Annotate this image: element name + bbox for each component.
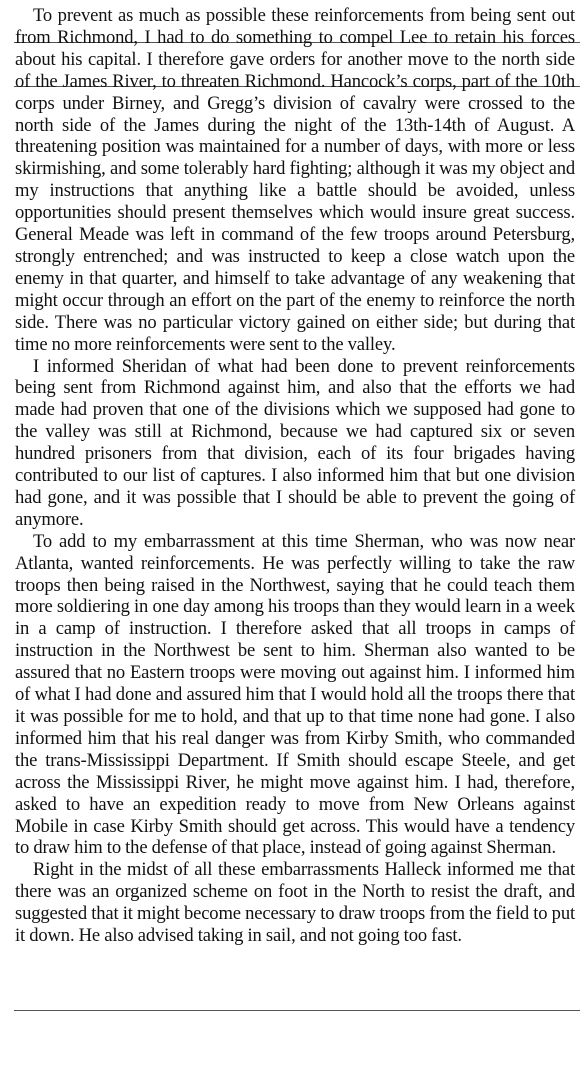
paragraph-1: To prevent as much as possible these reinforcements from being sent out from Richmond, I had to do something to compel Lee to retain his forces about his capital. I therefore gave orders for another move to the north side of the James River, to threaten Richmond. Hancock’s corps, part of the 10th corps under Birney, and Gregg’s division of cavalry were crossed to the north side of the James during the night of the 13th-14th of August. A threatening position was maintained for a number of days, with more or less skirmishing, and some tolerably hard fighting; although it was my object and my instructions that anything like a battle should be avoided, unless opportunities should present themselves which would insure great success. General Meade was left in command of the few troops around Petersburg, strongly entrenched; and was instructed to keep a close watch upon the enemy in that quarter, and himself to take advantage of any weakening that might occur through an effort on the part of the enemy to reinforce the north side. There was no particular victory gained on either side; but during that time no more reinforcements were sent to the valley. — [15, 5, 575, 355]
body-text — [15, 5, 575, 947]
scan-line-lower — [14, 1010, 580, 1011]
paragraph-4: Right in the midst of all these embarrassments Halleck informed me that there was an organized scheme on foot in the North to resist the draft, and suggested that it might become necessary to draw troops from the field to put it down. He also advised taking in sail, and not going too fast. — [15, 859, 575, 947]
paragraph-3: To add to my embarrassment at this time Sherman, who was now near Atlanta, wanted reinforcements. He was perfectly willing to take the raw troops then being raised in the Northwest, saying that he could teach them more soldiering in one day among his troops than they would learn in a week in a camp of instruction. I therefore asked that all troops in camps of instruction in the Northwest be sent to him. Sherman also wanted to be assured that no Eastern troops were moving out against him. I informed him of what I had done and assured him that I would hold all the troops there that it was possible for me to hold, and that up to that time none had gone. I also informed him that his real danger was from Kirby Smith, who commanded the trans-Mississippi Department. If Smith should escape Steele, and get across the Mississippi River, he might move against him. I had, therefore, asked to have an expedition ready to move from New Orleans against Mobile in case Kirby Smith should get across. This would have a tendency to draw him to the defense of that place, instead of going against Sherman. — [15, 530, 575, 859]
paragraph-2: I informed Sheridan of what had been done to prevent reinforcements being sent from Richmond against him, and also that the efforts we had made had proven that one of the divisions which we supposed had gone to the valley was still at Richmond, because we had captured six or seven hundred prisoners from that division, each of its four brigades having contributed to our list of captures. I also informed him that but one division had gone, and it was possible that I should be able to prevent the going of anymore. — [15, 355, 575, 530]
